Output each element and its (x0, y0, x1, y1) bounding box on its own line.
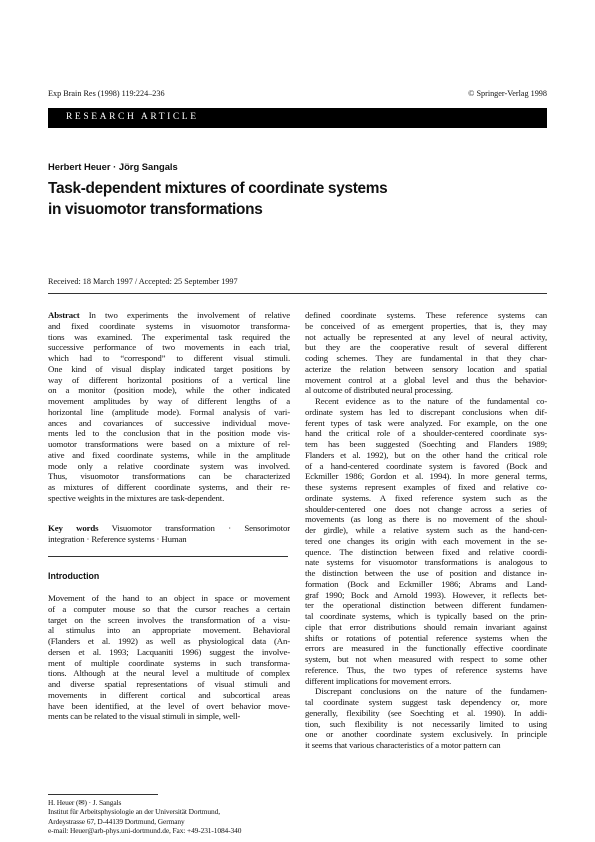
body-line: tem has been suggested (Soechting and Flanders 1989; (305, 439, 547, 449)
footnote-line: Ardeystrasse 67, D-44139 Dortmund, Germany (48, 816, 185, 826)
body-line: coding schemes. They are fundamental in that they char- (305, 353, 547, 363)
intro-line: dersen et al. 1993; Lacquaniti 1996) suggest the involve- (48, 646, 290, 657)
abstract-line: uomotor transformations were based on a mixture of rel- (48, 439, 290, 449)
footnote-line: H. Heuer (✉) · J. Sangals (48, 798, 122, 807)
body-line: der girdle), while a relative system such as the hand-cen- (305, 525, 547, 535)
intro-line: target on the screen involves the transformation of a visu- (48, 614, 290, 625)
body-line: Eckmiller 1986; Gordon et al. 1994). In more general terms, (305, 471, 547, 482)
body-line: reference. Thus, the two types of reference systems have (305, 664, 547, 675)
abstract-line: Thus, visuomotor transformations can be characterized (48, 471, 290, 482)
journal-citation: Exp Brain Res (1998) 119:224–236 (48, 89, 165, 98)
article-type-label: RESEARCH ARTICLE (66, 112, 199, 122)
body-line: tal coordinate system suggest task dependency or, more (305, 697, 547, 707)
intro-line: movements in different cortical and subcortical areas (48, 689, 290, 700)
abstract-label: Abstract (48, 310, 80, 320)
body-line: nate systems for visuomotor transformations is analogous to (305, 557, 547, 568)
body-line: errors are measured in the functionally effective coordinate (305, 643, 547, 654)
author-list: Herbert Heuer · Jörg Sangals (48, 161, 178, 172)
body-line: Discrepant conclusions on the nature of the fundamen- (315, 686, 547, 697)
abstract-line: ative and fixed coordinate systems, while in the amplitude (48, 449, 290, 460)
right-column-text (305, 310, 547, 751)
body-line: quence. The distinction between fixed and relative coordi- (305, 546, 547, 557)
abstract-line: as mixtures of different coordinate systems, and their re- (48, 482, 290, 492)
text-run: In two experiments the involvement of relative (88, 310, 290, 320)
body-line: but they are the cooperative result of several different (305, 342, 547, 353)
intro-line: have been identified, at the level of overt behavior move- (48, 700, 290, 711)
copyright-notice: © Springer-Verlag 1998 (468, 89, 547, 98)
abstract-line: way of different horizontal positions of a vertical line (48, 374, 290, 385)
footnote-line: e-mail: Heuer@arb-phys.uni-dortmund.de, Fax: +49-231-1084-340 (48, 825, 242, 835)
body-line: shifts or rotations of potential reference systems when the (305, 632, 547, 643)
received-accepted-dates: Received: 18 March 1997 / Accepted: 25 September 1997 (48, 277, 238, 286)
abstract-line (48, 310, 290, 321)
abstract-line: and fixed coordinate systems in visuomotor transforma- (48, 320, 290, 331)
intro-line: ment of multiple coordinate systems in such transforma- (48, 657, 290, 668)
body-line: formation (Bock and Eckmiller 1986; Abrams and Land- (305, 578, 547, 589)
header-divider (48, 293, 547, 294)
abstract-divider (48, 556, 288, 557)
body-line: not actually be represented at any level of neural activity, (305, 331, 547, 342)
abstract-line: on a monitor (position mode), while the other indicated (48, 385, 290, 396)
body-line: tal coordinate systems, which is typically based on the prin- (305, 611, 547, 621)
abstract-line: mode only a relative coordinate system was involved. (48, 460, 290, 471)
footnote-line: Institut für Arbeitsphysiologie an der Universität Dortmund, (48, 807, 220, 817)
body-line: Recent evidence as to the nature of the fundamental co- (315, 396, 547, 406)
abstract-block (48, 310, 290, 504)
body-line: defined coordinate systems. These reference systems can (305, 310, 547, 320)
intro-line: (Flanders et al. 1992) as well as physiological data (An- (48, 636, 290, 646)
body-line: Flanders et al. 1992), but on the other hand the critical role (305, 449, 547, 460)
author-affiliation-footnote (48, 798, 298, 835)
body-line: these systems represent examples of fixed and relative co- (305, 482, 547, 492)
intro-line: ments can be related to the visual stimuli in simple, well- (48, 711, 241, 722)
body-line: ter the operational distinction between different fundamen- (305, 600, 547, 611)
body-line: it seems that various characteristics of a motor pattern can (305, 740, 501, 750)
keywords-line (48, 523, 290, 534)
abstract-line: One kind of visual display indicated target positions by (48, 363, 290, 374)
body-line: ferent types of task were analyzed. For example, on the one (305, 417, 547, 428)
body-line: hand the critical role of a shoulder-centered coordinate sys- (305, 428, 547, 439)
title-line: Task-dependent mixtures of coordinate systems (48, 180, 388, 197)
body-line: ordinate systems. A fixed reference system such as the (305, 492, 547, 503)
body-line: acterize the relation between sensory location and spatial (305, 363, 547, 374)
body-line: graf 1990; Bock and Arnold 1993). However, it reflects bet- (305, 589, 547, 600)
body-line: ciple that error distributions should remain invariant against (305, 621, 547, 632)
body-line: tion, such flexibility is not necessarily limited to using (305, 718, 547, 729)
introduction-text (48, 593, 290, 722)
abstract-line: which had to “correspond” to different visual stimuli. (48, 353, 290, 363)
intro-line: of a computer mouse so that the cursor reaches a certain (48, 603, 290, 614)
intro-line: and diverse spatial representations of visual stimuli and (48, 679, 290, 689)
body-line: the distinction between the use of position and distance in- (305, 568, 547, 578)
body-line: of a hand-centered coordinate system is favored (Bock and (305, 460, 547, 471)
abstract-line: horizontal line (amplitude mode). Formal analysis of vari- (48, 406, 290, 417)
section-heading-introduction: Introduction (48, 571, 100, 581)
body-line: one or another coordinate system exclusively. In principle (305, 729, 547, 740)
keywords-label: Key words (48, 523, 99, 533)
text-run: Visuomotor transformation · Sensorimotor (111, 523, 290, 533)
keywords-block (48, 523, 290, 545)
abstract-line: spective weights in the mixtures are task-dependent. (48, 492, 225, 503)
intro-line: tions. Although at the neural level a multitude of complex (48, 668, 290, 679)
body-line: shoulder-centered one does not change across a series of (305, 503, 547, 514)
abstract-line: ances and covariances of successive individual move- (48, 417, 290, 428)
keywords-line: integration · Reference systems · Human (48, 533, 187, 544)
abstract-line: tions was examined. The experimental task required the (48, 331, 290, 342)
body-line: system, but not when measured with respect to some other (305, 654, 547, 664)
body-line: movement control at a global level and thus the behavior- (305, 374, 547, 385)
body-line: ordinate system has led to discrepant conclusions when dif- (305, 406, 547, 417)
body-line: generally, flexibility (see Soechting et al. 1990). In addi- (305, 707, 547, 718)
intro-line: Movement of the hand to an object in space or movement (48, 593, 290, 603)
abstract-line: ments led to the conclusion that in the position mode vis- (48, 428, 290, 439)
body-line: movements (as long as there is no movement of the shoul- (305, 514, 547, 525)
article-title (48, 178, 468, 220)
article-type-banner (48, 108, 547, 128)
abstract-line: movement amplitudes by way of different lengths of a (48, 396, 290, 406)
footnote-divider (48, 794, 158, 795)
intro-line: al stimulus into an appropriate movement. Behavioral (48, 625, 290, 636)
body-line: tered one changes its origin with each movement in the se- (305, 535, 547, 546)
abstract-line: successive performance of two movements in each trial, (48, 342, 290, 353)
body-line: be conceived of as emergent properties, that is, they may (305, 320, 547, 331)
body-line: al outcome of distributed neural processing. (305, 385, 453, 396)
title-line: in visuomotor transformations (48, 201, 263, 218)
body-line: different implications for movement errors. (305, 675, 452, 686)
